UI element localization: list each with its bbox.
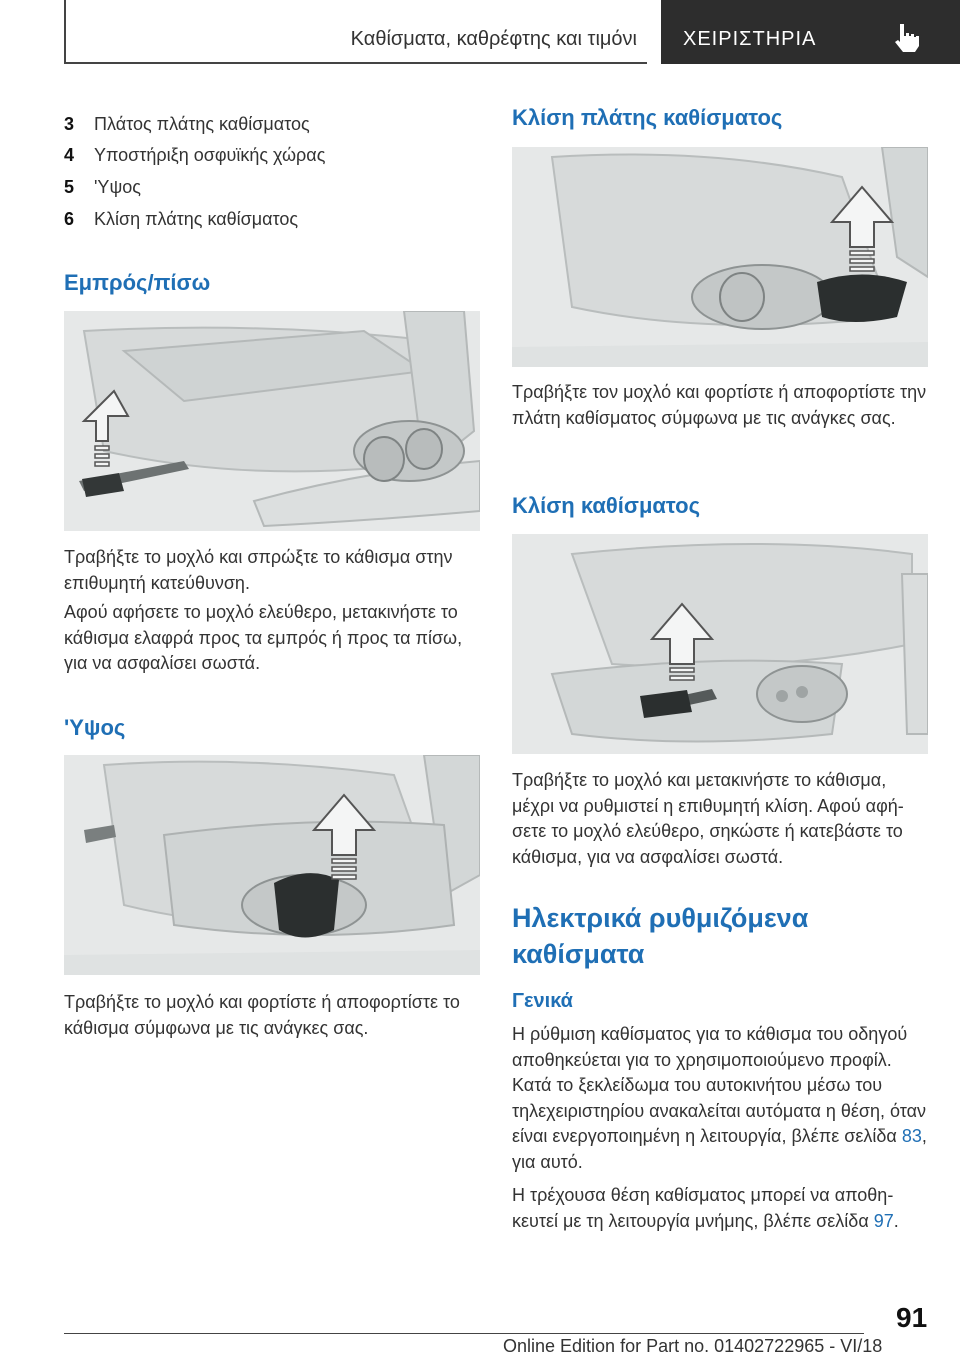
list-text: Πλάτος πλάτης καθίσματος	[94, 114, 310, 134]
page-link-97[interactable]: 97	[873, 1210, 894, 1231]
page-number: 91	[896, 1302, 928, 1333]
seat-tilt-figure	[512, 534, 928, 754]
list-number: 5	[64, 177, 75, 197]
list-text: 'Υψος	[94, 177, 141, 197]
heading-electric-seats: Ηλεκτρικά ρυθμιζόμενα καθίσματα	[512, 903, 809, 969]
paragraph: Τραβήξτε το μοχλό και φορτίστε ή αποφορτίστε το κάθισμα σύμφωνα με τις ανάγκες σας.	[64, 992, 460, 1038]
chapter-tab[interactable]	[661, 0, 960, 64]
seat-height-figure	[64, 755, 480, 975]
seat-forward-back-figure	[64, 311, 480, 531]
list-number: 4	[64, 145, 75, 165]
footer-divider	[64, 1333, 864, 1334]
paragraph: Τραβήξτε τον μοχλό και φορτίστε ή αποφορτίστε την πλάτη καθίσματος σύμφωνα με τις ανάγκες σας.	[512, 382, 927, 428]
heading-height: 'Υψος	[64, 715, 126, 740]
header-frame	[64, 0, 647, 64]
hand-pointer-icon	[891, 22, 921, 54]
paragraph-text: .	[893, 1210, 899, 1231]
list-text: Κλίση πλάτης καθίσματος	[94, 209, 299, 229]
heading-seat-tilt: Κλίση καθίσματος	[512, 493, 701, 518]
paragraph	[512, 1022, 928, 1175]
paragraph-text: Η τρέχουσα θέση καθίσματος μπορεί να αποθηκευτεί με τη λειτουργία μνήμης, βλέπε σελίδα	[512, 1185, 894, 1231]
paragraph: Τραβήξτε το μοχλό και σπρώξτε το κάθισμα στην επιθυμητή κατεύθυνση.	[64, 547, 453, 593]
paragraph-text: , για αυτό.	[512, 1126, 927, 1172]
subheading-general: Γενικά	[512, 990, 573, 1012]
list-text: Υποστήριξη οσφυϊκής χώρας	[94, 145, 326, 165]
backrest-tilt-figure	[512, 147, 928, 367]
paragraph-text: Η ρύθμιση καθίσματος για το κάθισμα του οδηγού αποθηκεύεται για το χρησιμοποιούμενο προφίλ. Κατά το ξεκλείδωμα του αυτοκινήτου μέσω του τηλεχειριστηρίου ανακαλείται αυτόματα η θέση, όταν είναι ενεργοποιημένη η λειτουργία, βλέπε σελίδα	[512, 1024, 927, 1146]
footer-edition: Online Edition for Part no. 01402722965 - VI/18	[503, 1336, 883, 1356]
list-number: 6	[64, 209, 75, 229]
paragraph	[512, 1183, 928, 1234]
chapter-tab-label: ΧΕΙΡΙΣΤΗΡΙΑ	[683, 28, 817, 50]
paragraph: Τραβήξτε το μοχλό και μετακινήστε το κάθισμα, μέχρι να ρυθμιστεί η επιθυμητή κλίση. Αφού αφήσετε το μοχλό ελεύθερο, σηκώστε ή κατεβάστε το κάθισμα, για να ασφαλίσει σωστά.	[512, 770, 904, 867]
heading-forward-back: Εμπρός/πίσω	[64, 270, 211, 295]
list-number: 3	[64, 114, 75, 134]
section-title: Καθίσματα, καθρέφτης και τιμόνι	[350, 28, 637, 50]
heading-backrest-tilt: Κλίση πλάτης καθίσματος	[512, 105, 783, 130]
page-link-83[interactable]: 83	[901, 1126, 922, 1146]
paragraph: Αφού αφήσετε το μοχλό ελεύθερο, μετακινήστε το κάθισμα ελαφρά προς τα εμπρός ή προς τα πίσω, για να ασφαλίσει σωστά.	[64, 602, 463, 673]
